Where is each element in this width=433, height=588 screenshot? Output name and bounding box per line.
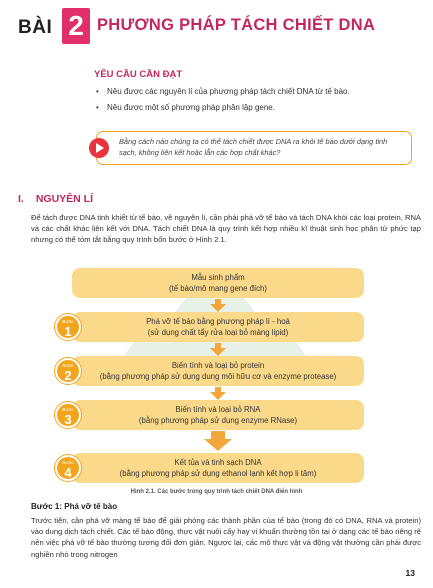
bullet-icon: • [96, 87, 99, 96]
page-number: 13 [405, 568, 415, 578]
opening-question-text: Bằng cách nào chúng ta có thể tách chiết được DNA ra khỏi tế bào dưới dạng tinh sạch, không liên kết hoặc lẫn các hợp chất khác? [119, 137, 388, 157]
requirements-box [70, 56, 425, 172]
step-badge [55, 455, 81, 481]
opening-question-box [96, 131, 412, 165]
step-badge-label: Bước [62, 363, 74, 368]
step-badge [55, 314, 81, 340]
step-badge [55, 358, 81, 384]
flow-step-line2: (bằng phương pháp sử dụng enzyme RNase) [138, 416, 298, 425]
flow-start-line1: Mẫu sinh phẩm [191, 273, 245, 282]
flow-step-line1: Biến tính và loại bỏ RNA [175, 405, 261, 414]
play-icon [89, 138, 109, 158]
step-badge-label: Bước [62, 407, 74, 412]
flow-step-line1: Phá vỡ tế bào bằng phương pháp lí - hoá [146, 317, 290, 326]
step-badge-number: 2 [64, 368, 72, 383]
lesson-number-badge: 2 [62, 8, 90, 44]
flow-step-box [72, 312, 364, 342]
lesson-header [0, 0, 433, 52]
requirement-text: Nêu được các nguyên lí của phương pháp tách chiết DNA từ tế bào. [107, 87, 350, 96]
flow-step-box [72, 356, 364, 386]
flow-arrow-head [210, 304, 226, 312]
requirement-text: Nêu được một số phương pháp phân lập gene. [107, 103, 275, 112]
extraction-flow-diagram [0, 268, 433, 488]
section-title [18, 193, 93, 205]
step-badge-number: 3 [64, 412, 72, 427]
section-paragraph: Để tách được DNA tinh khiết từ tế bào, về nguyên lí, cần phải phá vỡ tế bào và tách DNA khỏi các loại protein, RNA và các chất khác liên kết với DNA. Tách chiết DNA là quy trình kết hợp nhiều kĩ thuật sinh học phân tử phức tạp nhưng có thể tóm tắt bằng quy trình bốn bước ở Hình 2.1. [31, 213, 421, 245]
step-badge-label: Bước [62, 460, 74, 465]
flow-arrow-head [210, 392, 226, 400]
figure-caption: Hình 2.1. Các bước trong quy trình tách chiết DNA điển hình [130, 489, 303, 495]
lesson-label: BÀI [18, 17, 53, 38]
bullet-icon: • [96, 103, 99, 112]
lesson-title: PHƯƠNG PHÁP TÁCH CHIẾT DNA [97, 16, 376, 34]
subsection-paragraph: Trước tiên, cần phá vỡ màng tế bào để giải phóng các thành phần của tế bào (trong đó có DNA, RNA và protein) vào dung dịch tách chiết. Các tế bào động, thực vật nuôi cấy hay vi khuẩn thường tồn tại ở dạng các tế bào riêng rẽ nên việc phá vỡ tế bào thường tương đối đơn giản. Ngược lại, các mô thực vật và động vật thường cần phải được nghiền nhỏ trong nitrogen [31, 516, 421, 559]
flow-step-line2: (bằng phương pháp sử dụng ethanol lạnh kết hợp li tâm) [119, 469, 317, 478]
flow-arrow-head [210, 348, 226, 356]
requirements-heading: YÊU CẦU CẦN ĐẠT [94, 69, 183, 80]
flow-step-line2: (sử dụng chất tẩy rửa loại bỏ màng lipid) [147, 328, 289, 337]
flow-step-box [72, 400, 364, 430]
step-badge-label: Bước [62, 319, 74, 324]
step-badge-number: 1 [64, 324, 72, 339]
requirements-list [94, 86, 414, 118]
requirement-item [94, 86, 414, 98]
flow-step-line1: Biến tính và loại bỏ protein [171, 361, 265, 370]
flow-start-box [72, 268, 364, 298]
flow-step-line2: (bằng phương pháp sử dụng dung môi hữu cơ và enzyme protease) [99, 372, 337, 381]
step-badge [55, 402, 81, 428]
step-badge-number: 4 [64, 465, 72, 480]
section-title-text: NGUYÊN LÍ [35, 193, 94, 205]
section-number: I. [18, 193, 24, 205]
subsection-title: Bước 1: Phá vỡ tế bào [31, 502, 118, 511]
flow-start-line2: (tế bào/mô mang gene đích) [169, 284, 267, 293]
flow-arrow-head [204, 439, 232, 451]
flow-step-box [72, 453, 364, 483]
flow-step-line1: Kết tủa và tinh sạch DNA [174, 458, 262, 467]
requirement-item [94, 102, 414, 114]
